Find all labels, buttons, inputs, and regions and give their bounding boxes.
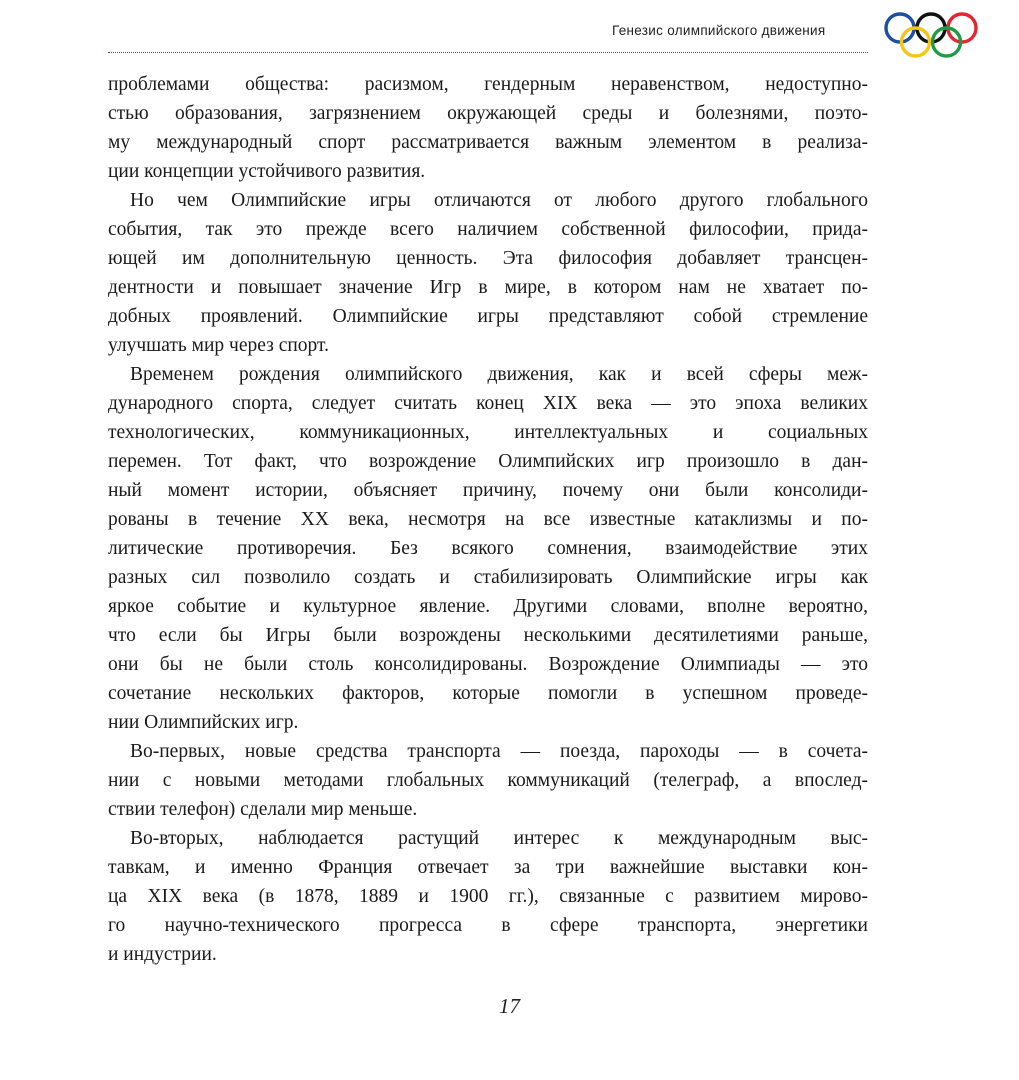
paragraph bbox=[108, 186, 868, 360]
text-line: перемен. Тот факт, что возрождение Олимпийских игр произошло в дан- bbox=[108, 451, 868, 472]
text-line: разных сил позволило создать и стабилизировать Олимпийские игры как bbox=[108, 567, 868, 588]
text-line: нии Олимпийских игр. bbox=[108, 712, 299, 733]
text-line: дународного спорта, следует считать конец XIX века — это эпоха великих bbox=[108, 393, 868, 414]
body-text bbox=[108, 70, 868, 969]
text-line: яркое событие и культурное явление. Другими словами, вполне вероятно, bbox=[108, 596, 868, 617]
paragraph bbox=[108, 824, 868, 969]
text-line: ца XIX века (в 1878, 1889 и 1900 гг.), связанные с развитием мирово- bbox=[108, 886, 868, 907]
text-line: добных проявлений. Олимпийские игры представляют собой стремление bbox=[108, 306, 868, 327]
text-line: Во-первых, новые средства транспорта — поезда, пароходы — в сочета- bbox=[130, 741, 868, 762]
text-line: литические противоречия. Без всякого сомнения, взаимодействие этих bbox=[108, 538, 868, 559]
text-line: дентности и повышает значение Игр в мире, в котором нам не хватает по- bbox=[108, 277, 868, 298]
text-line: стью образования, загрязнением окружающей среды и болезнями, поэто- bbox=[108, 103, 868, 124]
text-line: ствии телефон) сделали мир меньше. bbox=[108, 799, 418, 820]
text-line: технологических, коммуникационных, интеллектуальных и социальных bbox=[108, 422, 868, 443]
text-line: му международный спорт рассматривается важным элементом в реализа- bbox=[108, 132, 868, 153]
text-line: что если бы Игры были возрождены несколькими десятилетиями раньше, bbox=[108, 625, 868, 646]
running-title: Генезис олимпийского движения bbox=[612, 23, 826, 38]
text-line: ющей им дополнительную ценность. Эта философия добавляет трансцен- bbox=[108, 248, 868, 269]
header-rule bbox=[108, 52, 868, 53]
text-line: тавкам, и именно Франция отвечает за три важнейшие выставки кон- bbox=[108, 857, 868, 878]
page-number: 17 bbox=[499, 994, 520, 1018]
paragraph bbox=[108, 70, 868, 186]
text-line: проблемами общества: расизмом, гендерным неравенством, недоступно- bbox=[108, 74, 868, 95]
text-line: го научно-технического прогресса в сфере транспорта, энергетики bbox=[108, 915, 868, 936]
text-line: Во-вторых, наблюдается растущий интерес к международным выс- bbox=[130, 828, 868, 849]
text-line: сочетание нескольких факторов, которые помогли в успешном проведе- bbox=[108, 683, 868, 704]
text-line: Временем рождения олимпийского движения, как и всей сферы меж- bbox=[130, 364, 868, 385]
text-line: улучшать мир через спорт. bbox=[108, 335, 329, 356]
text-line: Но чем Олимпийские игры отличаются от любого другого глобального bbox=[130, 190, 868, 211]
text-line: и индустрии. bbox=[108, 944, 217, 965]
text-line: ции концепции устойчивого развития. bbox=[108, 161, 426, 182]
text-line: они бы не были столь консолидированы. Возрождение Олимпиады — это bbox=[108, 654, 868, 675]
text-line: ный момент истории, объясняет причину, почему они были консолиди- bbox=[108, 480, 868, 501]
text-line: события, так это прежде всего наличием собственной философии, прида- bbox=[108, 219, 868, 240]
paragraph bbox=[108, 737, 868, 824]
paragraph bbox=[108, 360, 868, 737]
text-line: нии с новыми методами глобальных коммуникаций (телеграф, а впослед- bbox=[108, 770, 868, 791]
olympic-rings-icon bbox=[880, 8, 982, 64]
text-line: рованы в течение XX века, несмотря на все известные катаклизмы и по- bbox=[108, 509, 868, 530]
